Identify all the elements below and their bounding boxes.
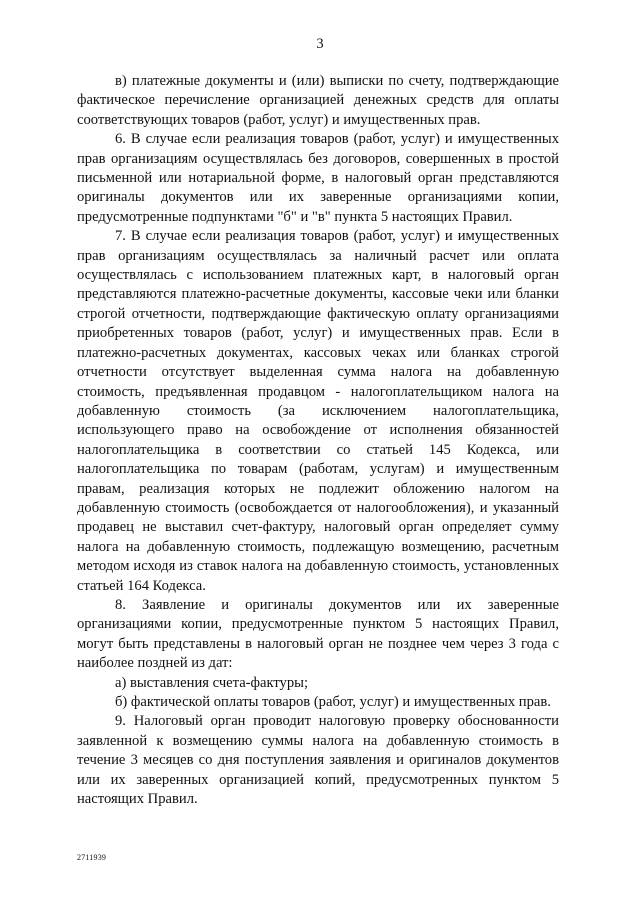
document-code: 2711939 [77, 853, 107, 862]
paragraph-subpoint-v: в) платежные документы и (или) выписки по счету, подтверждающие фактическое перечисление организацией денежных средств для оплаты соответствующих товаров (работ, услуг) и имущественных прав. [77, 73, 559, 128]
paragraph-8-subpoint-a: а) выставления счета-фактуры; [115, 674, 308, 691]
paragraph-6: 6. В случае если реализация товаров (работ, услуг) и имущественных прав организациям осуществлялась без договоров, совершенных в простой письменной или нотариальной форме, в налоговый орган представляются оригиналы документов или их заверенные организациями копии, предусмотренные подпунктами "б" и "в" пункта 5 настоящих Правил. [77, 131, 559, 225]
body-text [77, 72, 559, 809]
paragraph-9: 9. Налоговый орган проводит налоговую проверку обоснованности заявленной к возмещению суммы налога на добавленную стоимость в течение 3 месяцев со дня поступления заявления и оригиналов документов или их заверенных организацией копий, предусмотренных пунктом 5 настоящих Правил. [77, 713, 559, 808]
paragraph-8: 8. Заявление и оригиналы документов или их заверенные организациями копии, предусмотренные пунктом 5 настоящих Правил, могут быть представлены в налоговый орган не позднее чем через 3 года с наиболее поздней из дат: [77, 596, 559, 672]
paragraph-8-subpoint-b: б) фактической оплаты товаров (работ, услуг) и имущественных прав. [115, 694, 551, 710]
page-number: 3 [316, 36, 324, 52]
paragraph-7: 7. В случае если реализация товаров (работ, услуг) и имущественных прав организациям осуществлялась за наличный расчет или оплата осуществлялась с использованием платежных карт, в налоговый орган представляются платежно-расчетные документы, кассовые чеки или бланки строгой отчетности, подтверждающие фактическую оплату организациями приобретенных товаров (работ, услуг) и имущественных прав. Если в платежно-расчетных документах, кассовых чеках или бланках строгой отчетности отсутствует выделенная сумма налога на добавленную стоимость, предъявленная продавцом - налогоплательщиком налога на добавленную стоимость (за исключением налогоплательщика, использующего право на освобождение от исполнения обязанностей налогоплательщика в соответствии со статьей 145 Кодекса, или налогоплательщика по товарам (работам, услугам) и имущественным правам, реализация которых не подлежит обложению налогом на добавленную стоимость (освобождается от налогообложения), и указанный продавец не выставил счет-фактуру, налоговый орган определяет сумму налога на добавленную стоимость, подлежащую возмещению, расчетным методом исходя из ставок налога на добавленную стоимость, установленных статьей 164 Кодекса. [77, 228, 559, 594]
